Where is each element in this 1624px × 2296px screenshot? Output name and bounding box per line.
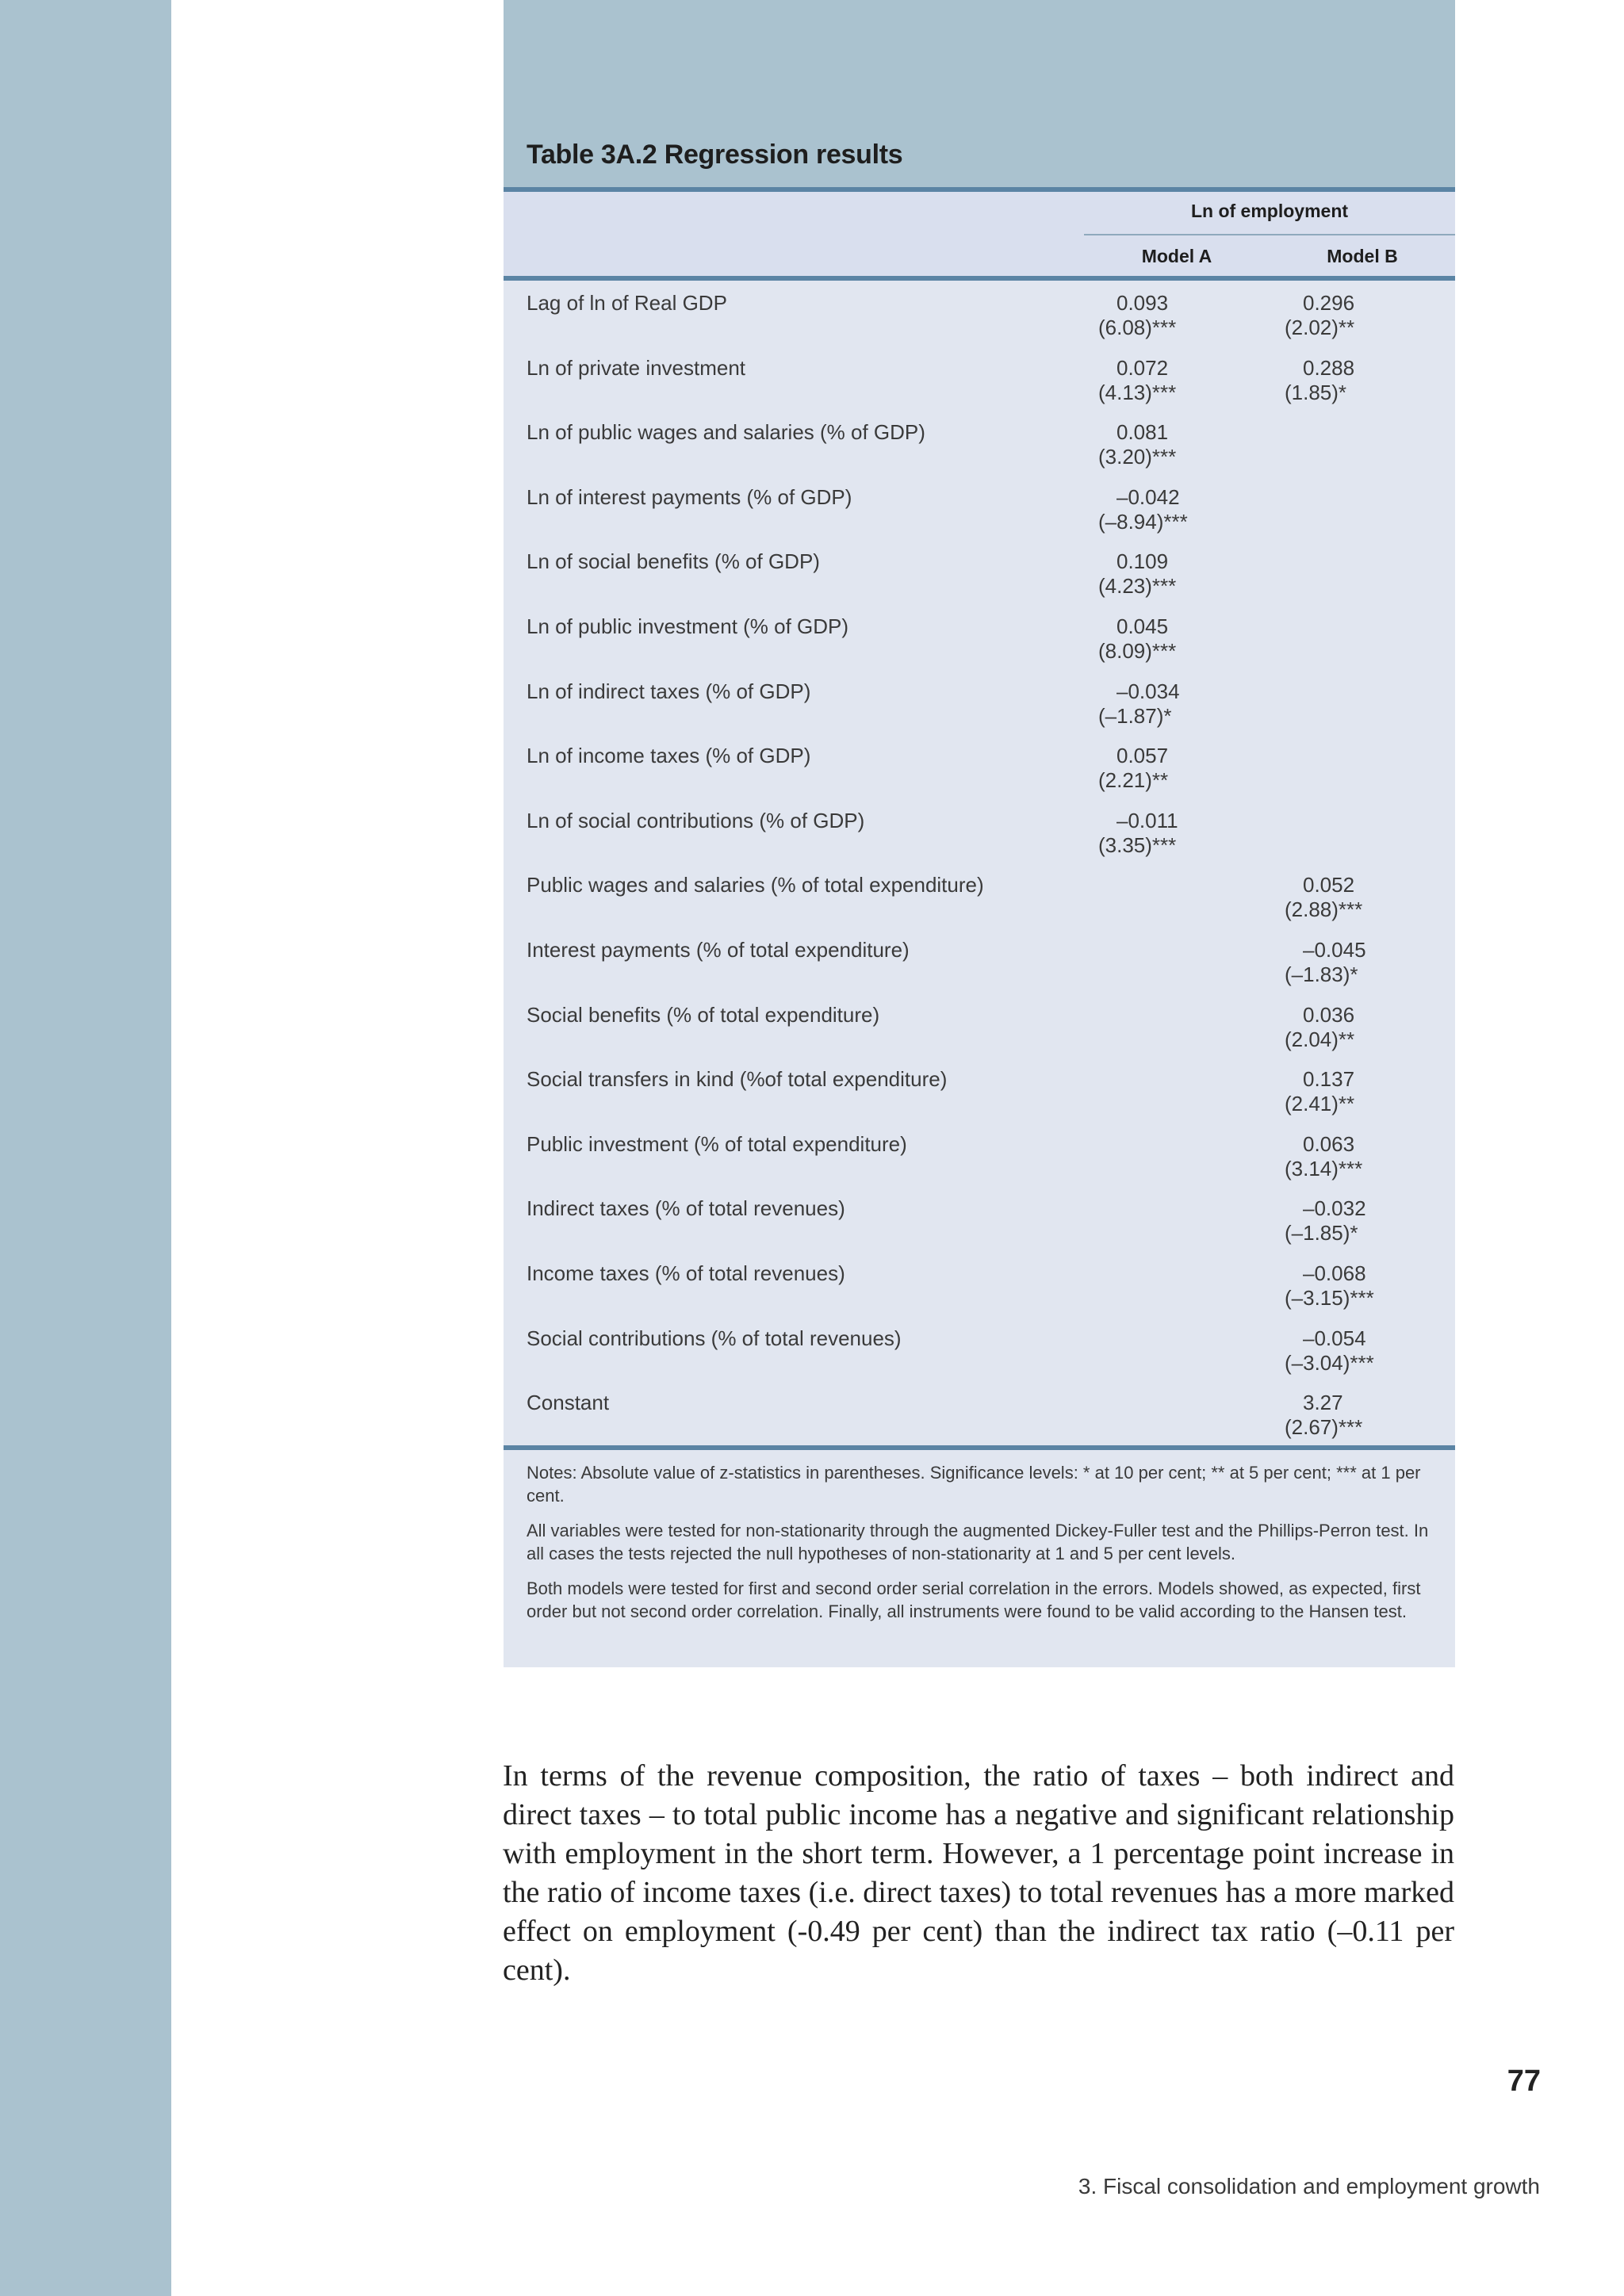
row-label: Public investment (% of total expenditure) (527, 1131, 907, 1156)
model-b-z-statistic: (2.88)*** (1285, 897, 1363, 922)
row-label: Interest payments (% of total expenditure) (527, 938, 910, 962)
table-row (504, 549, 1455, 613)
model-b-z-statistic: (3.14)*** (1285, 1156, 1363, 1181)
header-bottom-rule (504, 276, 1455, 281)
table-row (504, 356, 1455, 419)
note-stationarity: All variables were tested for non-stationarity through the augmented Dickey-Fuller test and the Phillips-Perron test. In all cases the tests rejected the null hypotheses of non-stationarity at 1 and 5 per cent levels. (527, 1521, 1429, 1563)
model-a-cell (1098, 356, 1225, 405)
model-b-z-statistic: (–3.15)*** (1285, 1286, 1374, 1310)
model-a-coefficient: 0.093 (1116, 291, 1169, 315)
model-b-cell (1285, 1196, 1411, 1246)
model-b-coefficient: –0.068 (1303, 1261, 1366, 1285)
model-a-z-statistic: (8.09)*** (1098, 639, 1177, 663)
model-b-coefficient: 0.296 (1303, 291, 1355, 315)
model-b-cell (1285, 1067, 1411, 1116)
model-b-cell (1285, 873, 1411, 922)
left-margin-bar (0, 0, 171, 2296)
table-row (504, 420, 1455, 484)
model-b-cell (1285, 291, 1411, 340)
model-a-coefficient: 0.072 (1116, 355, 1169, 380)
model-a-z-statistic: (4.23)*** (1098, 574, 1177, 599)
row-label: Ln of private investment (527, 355, 746, 380)
row-label: Ln of public investment (% of GDP) (527, 614, 849, 638)
row-label: Public wages and salaries (% of total expenditure) (527, 873, 984, 897)
model-a-cell (1098, 291, 1225, 340)
model-a-cell (1098, 549, 1225, 599)
row-label: Ln of indirect taxes (% of GDP) (527, 679, 811, 703)
model-a-z-statistic: (–8.94)*** (1098, 509, 1188, 534)
model-a-z-statistic: (2.21)** (1098, 768, 1169, 793)
model-b-z-statistic: (2.02)** (1285, 316, 1355, 339)
body-paragraph: In terms of the revenue composition, the ratio of taxes – both indirect and direct taxes – to total public income has a negative and significant relationship with employment in the short term. However, a 1 percentage point increase in the ratio of income taxes (i.e. direct taxes) to total revenues has a more marked effect on employment (-0.49 per cent) than the indirect tax ratio (–0.11 per cent). (503, 1759, 1454, 1987)
model-a-coefficient: 0.045 (1116, 614, 1169, 638)
model-b-coefficient: 0.063 (1303, 1131, 1355, 1156)
model-a-z-statistic: (3.20)*** (1098, 445, 1177, 469)
row-label: Lag of ln of Real GDP (527, 291, 727, 315)
model-b-coefficient: 0.137 (1303, 1067, 1355, 1092)
table-row (504, 1196, 1455, 1260)
model-b-cell (1285, 1391, 1411, 1440)
model-b-z-statistic: (–1.83)* (1285, 962, 1358, 986)
table-row (504, 873, 1455, 936)
row-label: Constant (527, 1391, 610, 1415)
model-b-z-statistic: (1.85)* (1285, 380, 1347, 404)
model-a-cell (1098, 614, 1225, 664)
model-a-coefficient: –0.034 (1116, 679, 1180, 703)
model-b-z-statistic: (–1.85)* (1285, 1221, 1358, 1246)
row-label: Ln of social benefits (% of GDP) (527, 549, 820, 574)
model-a-cell (1098, 420, 1225, 469)
note-serial-correlation: Both models were tested for first and second order serial correlation in the errors. Models showed, as expected, first order but not second order correlation. Finally, all instruments were found to be valid according to the Hansen test. (527, 1578, 1421, 1621)
table-row (504, 485, 1455, 549)
table-row (504, 1003, 1455, 1066)
model-b-coefficient: 0.288 (1303, 355, 1355, 380)
regression-table (504, 0, 1455, 1667)
table-row (504, 1261, 1455, 1325)
row-label: Social contributions (% of total revenues) (527, 1326, 902, 1350)
model-b-coefficient: 3.27 (1303, 1391, 1343, 1415)
model-b-cell (1285, 1003, 1411, 1052)
table-row (504, 809, 1455, 872)
column-header-model-a: Model A (1141, 246, 1212, 266)
model-a-z-statistic: (4.13)*** (1098, 380, 1177, 404)
row-label: Indirect taxes (% of total revenues) (527, 1196, 845, 1221)
table-title: Table 3A.2 Regression results (527, 140, 903, 170)
model-a-cell (1098, 485, 1225, 534)
model-a-coefficient: 0.109 (1116, 549, 1169, 574)
model-a-coefficient: 0.057 (1116, 744, 1169, 768)
table-notes (527, 1461, 1438, 1635)
model-b-coefficient: –0.054 (1303, 1326, 1366, 1350)
table-bottom-rule (504, 1445, 1455, 1450)
model-a-cell (1098, 679, 1225, 729)
row-label: Social transfers in kind (%of total expenditure) (527, 1067, 948, 1092)
model-a-z-statistic: (6.08)*** (1098, 316, 1177, 339)
model-b-z-statistic: (2.41)** (1285, 1092, 1355, 1116)
model-b-coefficient: –0.045 (1303, 938, 1366, 962)
model-b-cell (1285, 1261, 1411, 1311)
model-b-cell (1285, 938, 1411, 987)
model-b-z-statistic: (2.67)*** (1285, 1415, 1363, 1440)
note-significance: Notes: Absolute value of z-statistics in parentheses. Significance levels: * at 10 per cent; ** at 5 per cent; *** at 1 per cent. (527, 1463, 1421, 1506)
row-label: Ln of income taxes (% of GDP) (527, 744, 811, 768)
model-b-cell (1285, 1326, 1411, 1376)
table-row (504, 1067, 1455, 1131)
table-row (504, 679, 1455, 743)
row-label: Ln of social contributions (% of GDP) (527, 808, 865, 832)
table-row (504, 291, 1455, 354)
model-b-z-statistic: (–3.04)*** (1285, 1350, 1374, 1375)
page-number: 77 (1507, 2064, 1541, 2098)
running-footer: 3. Fiscal consolidation and employment growth (1078, 2174, 1540, 2198)
model-a-coefficient: –0.011 (1116, 808, 1178, 832)
column-header-model-b: Model B (1327, 246, 1398, 266)
model-b-z-statistic: (2.04)** (1285, 1027, 1355, 1051)
model-b-coefficient: 0.052 (1303, 873, 1355, 897)
row-label: Social benefits (% of total expenditure) (527, 1002, 880, 1027)
row-label: Ln of public wages and salaries (% of GDP) (527, 420, 925, 445)
model-b-coefficient: 0.036 (1303, 1002, 1355, 1027)
table-row (504, 1326, 1455, 1390)
table-row (504, 938, 1455, 1001)
model-a-z-statistic: (–1.87)* (1098, 703, 1172, 728)
group-header: Ln of employment (1190, 201, 1349, 221)
model-a-coefficient: 0.081 (1116, 420, 1169, 445)
table-row (504, 744, 1455, 807)
model-a-cell (1098, 744, 1225, 793)
row-label: Ln of interest payments (% of GDP) (527, 484, 852, 509)
table-row (504, 1132, 1455, 1196)
row-label: Income taxes (% of total revenues) (527, 1261, 845, 1285)
model-a-coefficient: –0.042 (1116, 484, 1180, 509)
table-header-band (504, 0, 1455, 187)
model-a-z-statistic: (3.35)*** (1098, 832, 1177, 857)
model-b-cell (1285, 1132, 1411, 1181)
table-row (504, 614, 1455, 678)
model-b-cell (1285, 356, 1411, 405)
model-a-cell (1098, 809, 1225, 858)
group-header-rule (1084, 234, 1455, 235)
model-b-coefficient: –0.032 (1303, 1196, 1366, 1221)
